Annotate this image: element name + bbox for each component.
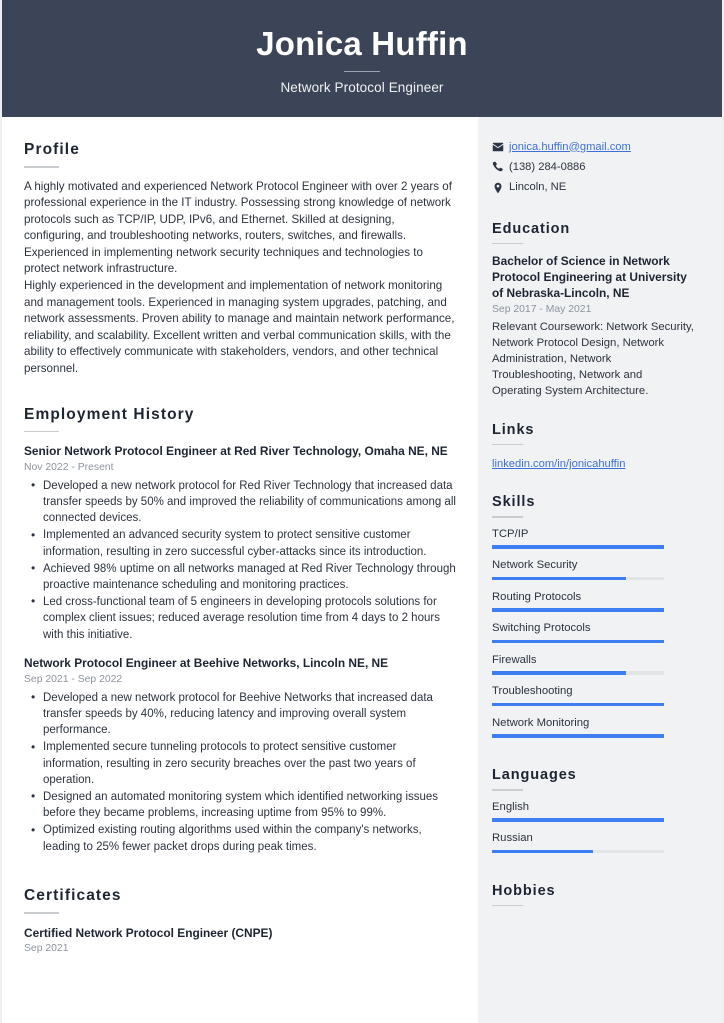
employment-bullet: • Implemented an advanced security system to protect sensitive customer information, resulting in zero successful cyber-attacks since its introduction. <box>43 527 456 560</box>
skill <box>492 527 694 549</box>
skill-level-fill <box>492 640 664 644</box>
section-rule <box>24 431 59 433</box>
education-list <box>492 253 694 400</box>
language-label: Russian <box>492 832 533 845</box>
skill-label: Switching Protocols <box>492 622 591 635</box>
employment-bullet: • Implemented secure tunneling protocols to protect sensitive customer information, resulting in zero security breaches over the past two years of operation. <box>43 739 456 788</box>
resume-body <box>2 117 722 1023</box>
section-rule <box>492 444 523 446</box>
section-rule <box>492 243 523 245</box>
certificate-entry <box>24 925 456 956</box>
links-heading: Links <box>492 421 535 438</box>
contact-text: (138) 284-0886 <box>509 160 586 173</box>
employment-list <box>24 443 456 855</box>
skill <box>492 590 694 612</box>
education-degree: Bachelor of Science in Network Protocol Engineering at University of Nebraska-Lincoln, NE <box>492 254 687 301</box>
skill-level-bar <box>492 734 664 738</box>
contact-row <box>492 160 694 175</box>
profile-text: A highly motivated and experienced Network Protocol Engineer with over 2 years of professional experience in the IT industry. Possessing strong knowledge of network protocols such as TCP/IP, UDP, IPv6, and Ethernet. Skilled at designing, configuring, and troubleshooting networks, routers, switches, and firewalls. Experienced in implementing network security techniques and technologies to protect network infrastructure. Highly experienced in the development and implementation of network monitoring and management tools. Experienced in managing system upgrades, patching, and network assessments. Proven ability to manage and maintain network performance, reliability, and scalability. Excellent written and verbal communication skills, with the ability to effectively communicate with stakeholders, vendors, and other technical personnel. <box>24 179 455 376</box>
skill-level-fill <box>492 703 664 707</box>
skill <box>492 558 694 580</box>
skill-level-bar <box>492 703 664 707</box>
employment-entry <box>24 443 456 643</box>
employment-date: Sep 2021 - Sep 2022 <box>24 673 123 685</box>
skill-level-fill <box>492 671 626 675</box>
resume-header <box>2 0 722 117</box>
contact-text: Lincoln, NE <box>509 181 567 193</box>
section-rule <box>24 912 59 914</box>
sidebar-column <box>478 117 722 1023</box>
employment-bullets <box>24 478 456 644</box>
section-languages <box>492 767 694 853</box>
skill-level-bar <box>492 545 664 549</box>
language-level-fill <box>492 818 664 822</box>
certificates-heading: Certificates <box>24 887 122 905</box>
contact-list <box>492 139 694 195</box>
skill <box>492 621 694 643</box>
skill-level-fill <box>492 545 664 549</box>
section-skills <box>492 494 694 738</box>
skill-level-fill <box>492 608 664 612</box>
education-entry <box>492 253 694 400</box>
employment-bullet: • Designed an automated monitoring system which identified networking issues before they became problems, increasing uptime from 95% to 99%. <box>43 789 456 822</box>
skill-level-fill <box>492 577 626 581</box>
language <box>492 831 694 853</box>
languages-heading: Languages <box>492 767 577 784</box>
skill <box>492 653 694 675</box>
section-certificates <box>24 887 456 956</box>
education-description: Relevant Coursework: Network Security, Network Protocol Design, Network Administration, Network Troubleshooting, Network and Operating System Architecture. <box>492 320 694 398</box>
skills-heading: Skills <box>492 494 536 511</box>
link-row <box>492 454 694 472</box>
section-rule <box>24 166 59 168</box>
employment-bullet: • Developed a new network protocol for Beehive Networks that increased data transfer speeds by 40%, reducing latency and improving overall system performance. <box>43 690 456 739</box>
employment-title: Senior Network Protocol Engineer at Red River Technology, Omaha NE, NE <box>24 444 448 459</box>
section-links <box>492 422 694 473</box>
skill-label: Network Monitoring <box>492 716 590 729</box>
skill-label: Firewalls <box>492 653 537 666</box>
education-heading: Education <box>492 220 571 237</box>
links-list <box>492 454 694 472</box>
candidate-job-title: Network Protocol Engineer <box>280 80 444 96</box>
skill-level-bar <box>492 577 664 581</box>
employment-bullet: • Optimized existing routing algorithms used within the company's networks, leading to 25% fewer packet drops during peak times. <box>43 822 456 855</box>
language <box>492 800 694 822</box>
contact-row <box>492 139 694 154</box>
employment-entry <box>24 655 456 855</box>
employment-bullet: • Achieved 98% uptime on all networks managed at Red River Technology through proactive maintenance scheduling and monitoring practices. <box>43 561 456 594</box>
section-rule <box>492 516 523 518</box>
section-rule <box>492 789 523 791</box>
employment-title: Network Protocol Engineer at Beehive Networks, Lincoln NE, NE <box>24 656 389 671</box>
languages-list <box>492 800 694 854</box>
language-level-bar <box>492 818 664 822</box>
contact-email-link[interactable]: jonica.huffin@gmail.com <box>509 140 631 153</box>
certificate-title: Certified Network Protocol Engineer (CNPE) <box>24 925 273 940</box>
employment-bullet: • Led cross-functional team of 5 engineers in developing protocols solutions for complex client issues; reduced average resolution time from 4 days to 2 hours with this initiative. <box>43 594 456 643</box>
skill-label: Network Security <box>492 559 578 572</box>
section-rule <box>492 905 523 907</box>
phone-icon <box>492 161 509 173</box>
employment-heading: Employment History <box>24 405 195 423</box>
language-label: English <box>492 800 530 813</box>
section-employment-history <box>24 406 456 855</box>
language-level-bar <box>492 850 664 854</box>
profile-heading: Profile <box>24 141 80 158</box>
education-date: Sep 2017 - May 2021 <box>492 303 592 315</box>
skill-label: Troubleshooting <box>492 685 573 698</box>
skills-list <box>492 527 694 738</box>
header-divider <box>344 71 380 72</box>
certificates-list <box>24 925 456 956</box>
hobbies-heading: Hobbies <box>492 882 556 899</box>
employment-bullets <box>24 690 456 856</box>
employment-bullet: • Developed a new network protocol for Red River Technology that increased data transfer speeds by 50% and improved the reliability of communications among all connected devices. <box>43 478 456 527</box>
skill <box>492 684 694 706</box>
contact-row <box>492 180 694 195</box>
linkedin-link[interactable]: linkedin.com/in/jonicahuffin <box>492 458 626 471</box>
section-hobbies <box>492 883 694 907</box>
employment-date: Nov 2022 - Present <box>24 461 114 473</box>
section-education <box>492 221 694 400</box>
candidate-name: Jonica Huffin <box>256 24 468 62</box>
envelope-icon <box>492 141 509 153</box>
skill-label: Routing Protocols <box>492 590 582 603</box>
certificate-date: Sep 2021 <box>24 942 69 954</box>
section-profile <box>24 141 456 378</box>
skill <box>492 716 694 738</box>
skill-level-bar <box>492 671 664 675</box>
skill-level-fill <box>492 734 664 738</box>
skill-level-bar <box>492 640 664 644</box>
main-column <box>2 117 478 1023</box>
location-pin-icon <box>492 182 509 194</box>
language-level-fill <box>492 850 593 854</box>
skill-label: TCP/IP <box>492 527 529 540</box>
skill-level-bar <box>492 608 664 612</box>
